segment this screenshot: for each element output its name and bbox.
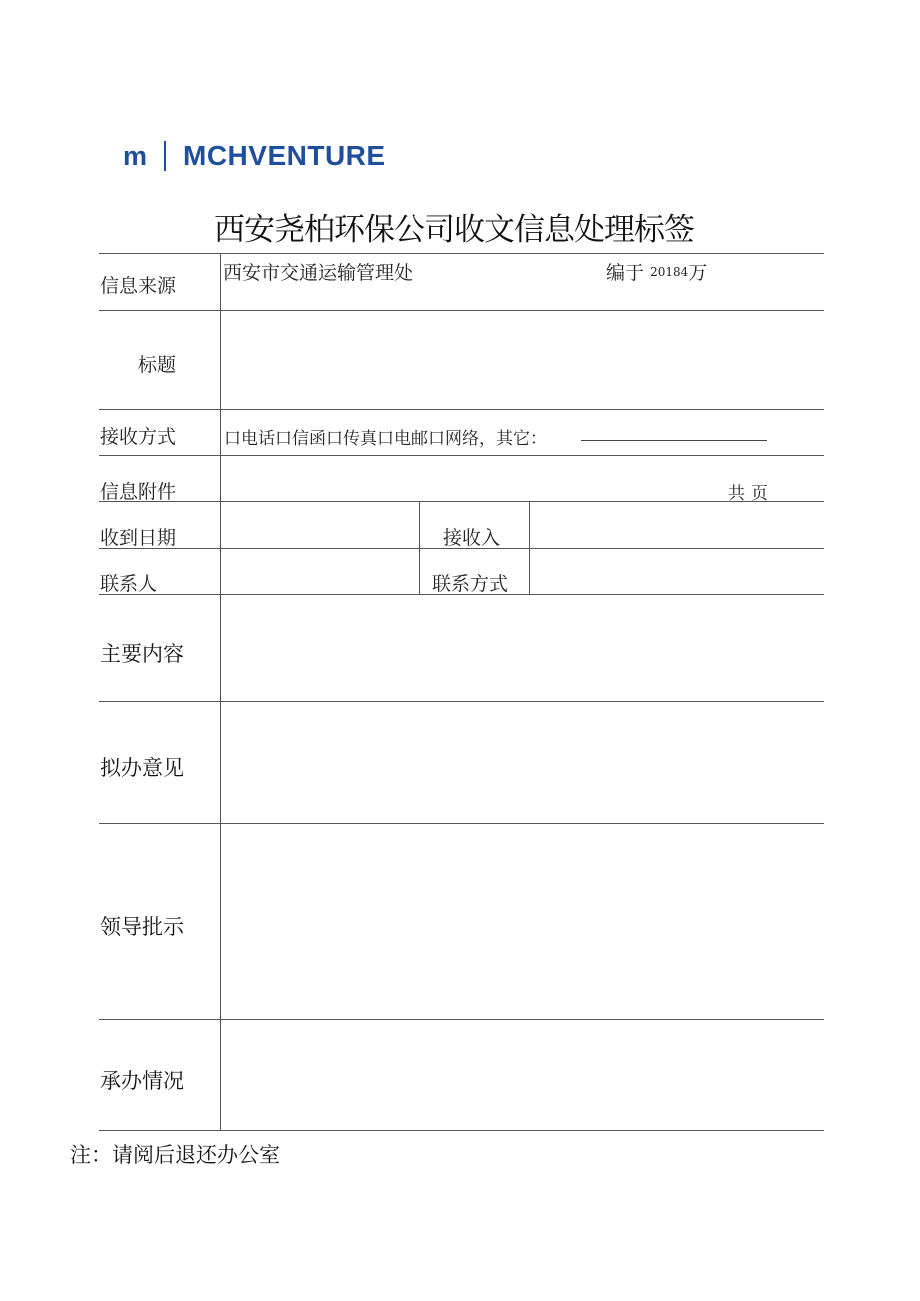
page-title: 西安尧柏环保公司收文信息处理标签 xyxy=(214,212,694,248)
table-column-divider xyxy=(529,501,530,594)
table-rule xyxy=(99,823,824,824)
other-method-blank xyxy=(581,440,767,441)
source-label: 信息来源 xyxy=(100,275,177,297)
receiver-label: 接收入 xyxy=(443,527,501,549)
number-label: 编于 xyxy=(606,262,645,284)
receive-method-options: 口电话口信函口传真口电邮口网络，其它： xyxy=(224,429,547,449)
contact-label: 联系人 xyxy=(100,573,158,595)
number-suffix: 万 xyxy=(688,262,708,284)
table-column-divider xyxy=(419,501,420,594)
table-rule xyxy=(99,310,824,311)
document-number xyxy=(606,258,707,285)
received-date-label: 收到日期 xyxy=(100,527,177,549)
source-value: 西安市交通运输管理处 xyxy=(223,262,414,284)
proposal-label: 拟办意见 xyxy=(100,756,184,780)
table-rule xyxy=(99,1130,824,1131)
table-rule xyxy=(99,701,824,702)
attachment-label: 信息附件 xyxy=(100,481,177,503)
receive-method-label: 接收方式 xyxy=(100,426,177,448)
logo-brand: MCHVENTURE xyxy=(183,140,386,171)
footer-note: 注：请阅后退还办公室 xyxy=(70,1143,280,1167)
number-value: 20184 xyxy=(650,265,689,279)
subject-label: 标题 xyxy=(138,354,177,376)
company-logo xyxy=(123,138,386,174)
attachment-pages: 共页 xyxy=(728,484,774,504)
contact-method-label: 联系方式 xyxy=(432,573,509,595)
table-rule xyxy=(99,409,824,410)
main-content-label: 主要内容 xyxy=(100,642,184,666)
leader-instructions-label: 领导批示 xyxy=(100,915,184,939)
logo-divider xyxy=(164,141,166,171)
logo-mark: m xyxy=(123,140,148,171)
table-rule xyxy=(99,501,824,502)
table-rule xyxy=(99,455,824,456)
table-rule xyxy=(99,253,824,254)
table-column-divider xyxy=(220,253,221,1130)
table-rule xyxy=(99,1019,824,1020)
handling-status-label: 承办情况 xyxy=(100,1069,184,1093)
